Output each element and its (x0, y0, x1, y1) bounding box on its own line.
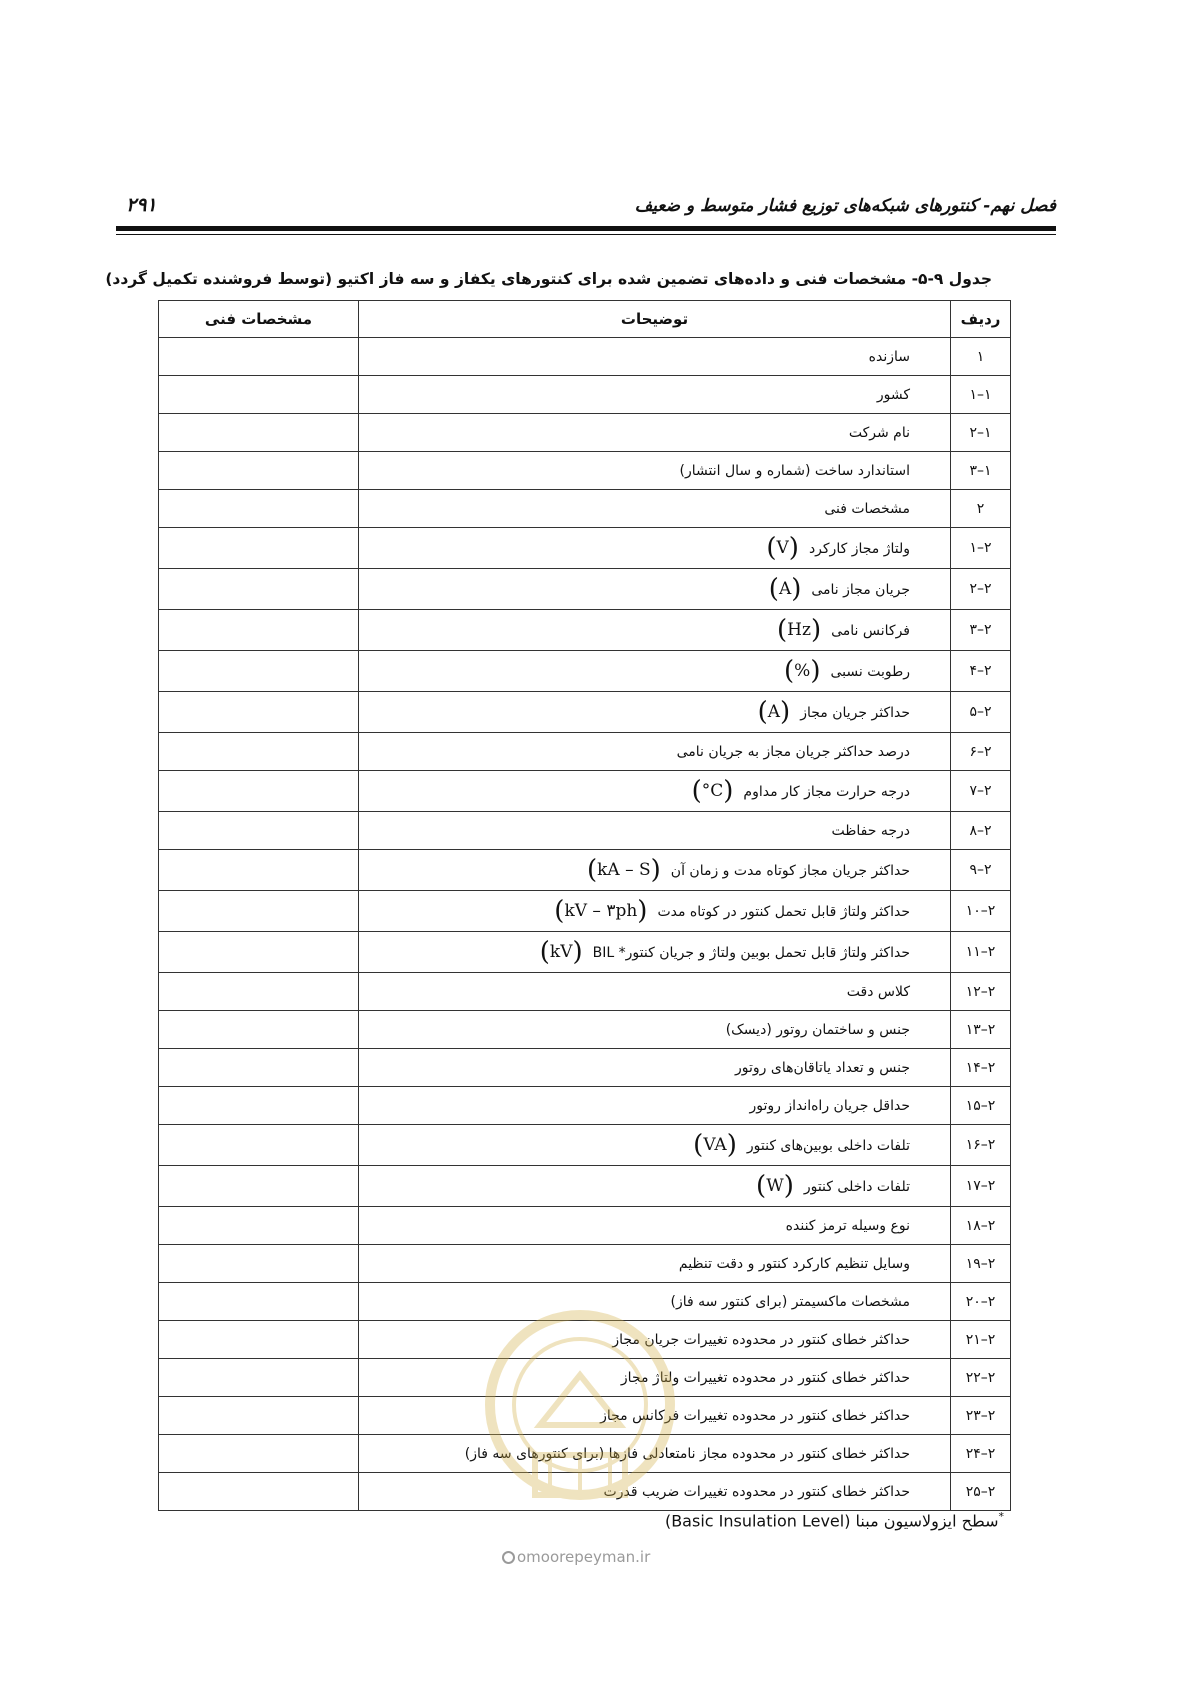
row-description-text: جریان مجاز نامی (811, 582, 910, 598)
row-description-text: جنس و ساختمان روتور (دیسک) (725, 1021, 910, 1038)
row-unit: (V) (766, 533, 799, 563)
header-rule-thick (116, 226, 1056, 231)
row-number: ۲–۹ (951, 850, 1011, 891)
table-caption: جدول ۹-۵- مشخصات فنی و داده‌های تضمین شده برای کنتورهای یکفاز و سه فاز اکتیو (توسط فروشنده تکمیل گردد) (105, 270, 992, 288)
row-unit: (Hz) (777, 615, 822, 645)
table-row (159, 812, 1011, 850)
row-spec-cell[interactable] (159, 850, 359, 891)
row-spec-cell[interactable] (159, 1087, 359, 1125)
table-row (159, 692, 1011, 733)
footnote-text: سطح ایزولاسیون مبنا (Basic Insulation Level) (664, 1511, 999, 1531)
row-unit: (kV – ۳ph) (554, 896, 648, 926)
row-description (359, 338, 951, 376)
row-description (359, 1166, 951, 1207)
row-number: ۲–۱۷ (951, 1166, 1011, 1207)
row-description-text: وسایل تنظیم کارکرد کنتور و دقت تنظیم (678, 1255, 910, 1272)
chapter-title: فصل نهم- کنتورهای شبکه‌های توزیع فشار متوسط و ضعیف (634, 196, 1056, 216)
row-spec-cell[interactable] (159, 528, 359, 569)
header-description: توضیحات (359, 301, 951, 338)
row-number: ۲–۱۹ (951, 1245, 1011, 1283)
table-row (159, 1166, 1011, 1207)
row-unit-value: kV – ۳ph (564, 901, 638, 921)
table-row (159, 850, 1011, 891)
row-unit: (A) (757, 697, 791, 727)
row-unit-value: Hz (787, 620, 811, 640)
row-description (359, 1245, 951, 1283)
row-spec-cell[interactable] (159, 692, 359, 733)
table-row (159, 569, 1011, 610)
watermark-site: omoorepeyman.ir (517, 1548, 651, 1566)
row-description-text: درصد حداکثر جریان مجاز به جریان نامی (676, 743, 910, 760)
row-spec-cell[interactable] (159, 1049, 359, 1087)
row-description-text: حداکثر خطای کنتور در محدوده تغییرات ولتاژ مجاز (620, 1369, 910, 1386)
row-description-text: حداکثر خطای کنتور در محدوده مجاز نامتعادلی فازها (برای کنتورهای سه فاز) (464, 1445, 910, 1462)
row-description-text: تلفات داخلی کنتور (803, 1179, 910, 1195)
row-number: ۲–۲۳ (951, 1397, 1011, 1435)
row-number: ۲–۱۸ (951, 1207, 1011, 1245)
row-spec-cell[interactable] (159, 771, 359, 812)
row-unit-value: kA – S (597, 860, 651, 880)
table-row (159, 1011, 1011, 1049)
row-spec-cell[interactable] (159, 891, 359, 932)
row-number: ۱–۳ (951, 452, 1011, 490)
row-description (359, 569, 951, 610)
row-spec-cell[interactable] (159, 1125, 359, 1166)
row-unit-value: V (776, 538, 789, 558)
row-description (359, 850, 951, 891)
row-description (359, 771, 951, 812)
row-spec-cell[interactable] (159, 1359, 359, 1397)
row-description-text: حداکثر ولتاژ قابل تحمل کنتور در کوتاه مدت (657, 904, 910, 920)
row-description (359, 973, 951, 1011)
row-description-text: فرکانس نامی (831, 623, 910, 639)
row-unit: (%) (784, 656, 821, 686)
row-spec-cell[interactable] (159, 1321, 359, 1359)
row-description (359, 1049, 951, 1087)
footnote (665, 1510, 1004, 1530)
row-number: ۲–۵ (951, 692, 1011, 733)
page-header (116, 196, 1056, 224)
row-description-text: نام شرکت (848, 424, 910, 441)
row-number: ۲–۲ (951, 569, 1011, 610)
row-unit-value: A (767, 702, 781, 722)
footnote-mark: * (998, 1510, 1004, 1523)
table-row (159, 490, 1011, 528)
row-unit: (kA – S) (586, 855, 661, 885)
row-description-text: حداکثر جریان مجاز کوتاه مدت و زمان آن (670, 863, 910, 879)
table-row (159, 733, 1011, 771)
table-row (159, 528, 1011, 569)
row-unit-value: % (794, 661, 811, 681)
row-spec-cell[interactable] (159, 733, 359, 771)
table-row (159, 376, 1011, 414)
row-description-text: تلفات داخلی بوبین‌های کنتور (746, 1138, 910, 1154)
row-spec-cell[interactable] (159, 1283, 359, 1321)
row-number: ۲ (951, 490, 1011, 528)
row-number: ۲–۸ (951, 812, 1011, 850)
row-spec-cell[interactable] (159, 1245, 359, 1283)
row-spec-cell[interactable] (159, 338, 359, 376)
row-description (359, 812, 951, 850)
header-row-number: ردیف (951, 301, 1011, 338)
row-number: ۲–۱۶ (951, 1125, 1011, 1166)
row-number: ۲–۲۰ (951, 1283, 1011, 1321)
row-unit-value: °C (701, 781, 724, 801)
row-unit: (°C) (691, 776, 734, 806)
row-number: ۲–۱۱ (951, 932, 1011, 973)
row-spec-cell[interactable] (159, 569, 359, 610)
row-spec-cell[interactable] (159, 414, 359, 452)
row-number: ۲–۷ (951, 771, 1011, 812)
table-row (159, 973, 1011, 1011)
row-spec-cell[interactable] (159, 1207, 359, 1245)
row-description-text: درجه حرارت مجاز کار مداوم (743, 784, 910, 800)
row-number: ۱–۲ (951, 414, 1011, 452)
table-row (159, 651, 1011, 692)
row-number: ۲–۲۲ (951, 1359, 1011, 1397)
watermark-text (502, 1548, 650, 1566)
row-number: ۱–۱ (951, 376, 1011, 414)
row-spec-cell[interactable] (159, 932, 359, 973)
row-number: ۲–۱۴ (951, 1049, 1011, 1087)
row-description (359, 651, 951, 692)
row-description-text: رطوبت نسبی (830, 664, 910, 680)
row-description-text: ولتاژ مجاز کارکرد (808, 541, 910, 557)
table-row (159, 1125, 1011, 1166)
row-number: ۲–۱۲ (951, 973, 1011, 1011)
row-number: ۲–۲۵ (951, 1473, 1011, 1511)
row-spec-cell[interactable] (159, 812, 359, 850)
watermark-seal-icon (480, 1305, 680, 1525)
row-description-text: مشخصات ماکسیمتر (برای کنتور سه فاز) (670, 1293, 910, 1310)
table-row (159, 1087, 1011, 1125)
row-description-text: کلاس دقت (846, 983, 910, 1000)
row-description-text: حداکثر جریان مجاز (800, 705, 910, 721)
row-description (359, 1011, 951, 1049)
row-description (359, 932, 951, 973)
row-description (359, 733, 951, 771)
row-spec-cell[interactable] (159, 1397, 359, 1435)
row-description (359, 490, 951, 528)
row-spec-cell[interactable] (159, 490, 359, 528)
row-spec-cell[interactable] (159, 651, 359, 692)
row-description (359, 1207, 951, 1245)
row-description (359, 1125, 951, 1166)
row-unit: (A) (768, 574, 802, 604)
row-number: ۲–۲۴ (951, 1435, 1011, 1473)
header-rule-thin (116, 234, 1056, 235)
row-description-text: حداکثر خطای کنتور در محدوده تغییرات جریان مجاز (612, 1331, 910, 1348)
page-number: ۲۹۱ (126, 194, 157, 216)
row-number: ۲–۱۳ (951, 1011, 1011, 1049)
row-unit-value: A (778, 579, 792, 599)
table-row (159, 610, 1011, 651)
table-row (159, 1049, 1011, 1087)
row-description (359, 452, 951, 490)
row-description-text: نوع وسیله ترمز کننده (785, 1217, 910, 1234)
row-number: ۲–۱۰ (951, 891, 1011, 932)
row-description (359, 528, 951, 569)
row-unit-value: VA (703, 1135, 727, 1155)
row-spec-cell[interactable] (159, 1473, 359, 1511)
row-description-text: حداکثر خطای کنتور در محدوده تغییرات فرکانس مجاز (600, 1407, 910, 1424)
row-spec-cell[interactable] (159, 973, 359, 1011)
copyright-icon (502, 1551, 515, 1564)
row-number: ۲–۶ (951, 733, 1011, 771)
row-spec-cell[interactable] (159, 610, 359, 651)
row-unit: (kV) (539, 937, 583, 967)
row-spec-cell[interactable] (159, 1166, 359, 1207)
row-description-text: سازنده (868, 348, 910, 365)
table-row (159, 1207, 1011, 1245)
row-unit: (W) (756, 1171, 794, 1201)
row-unit-value: kV (549, 942, 573, 962)
row-description-text: جنس و تعداد یاتاقان‌های روتور (735, 1059, 910, 1076)
row-description (359, 610, 951, 651)
table-row (159, 891, 1011, 932)
row-number: ۲–۲۱ (951, 1321, 1011, 1359)
row-spec-cell[interactable] (159, 376, 359, 414)
row-spec-cell[interactable] (159, 1011, 359, 1049)
table-row (159, 338, 1011, 376)
row-description-text: حداقل جریان راه‌انداز روتور (749, 1097, 910, 1114)
row-spec-cell[interactable] (159, 1435, 359, 1473)
header-specs: مشخصات فنی (159, 301, 359, 338)
table-row (159, 414, 1011, 452)
row-number: ۲–۱ (951, 528, 1011, 569)
row-unit: (VA) (693, 1130, 737, 1160)
row-description-text: استاندارد ساخت (شماره و سال انتشار) (679, 462, 910, 479)
row-description-text: حداکثر ولتاژ قابل تحمل بوبین ولتاژ و جریان کنتور* BIL (592, 945, 910, 961)
row-unit-value: W (766, 1176, 784, 1196)
row-description (359, 891, 951, 932)
table-row (159, 932, 1011, 973)
row-spec-cell[interactable] (159, 452, 359, 490)
row-description-text: مشخصات فنی (824, 500, 910, 517)
table-row (159, 1245, 1011, 1283)
row-description-text: حداکثر خطای کنتور در محدوده تغییرات ضریب قدرت (603, 1483, 910, 1500)
row-number: ۱ (951, 338, 1011, 376)
row-description (359, 376, 951, 414)
row-description-text: کشور (876, 386, 910, 403)
row-description-text: درجه حفاظت (831, 822, 910, 839)
row-number: ۲–۴ (951, 651, 1011, 692)
row-description (359, 692, 951, 733)
row-description (359, 1087, 951, 1125)
row-number: ۲–۳ (951, 610, 1011, 651)
row-description (359, 414, 951, 452)
table-header-row (159, 301, 1011, 338)
table-row (159, 771, 1011, 812)
table-row (159, 452, 1011, 490)
row-number: ۲–۱۵ (951, 1087, 1011, 1125)
